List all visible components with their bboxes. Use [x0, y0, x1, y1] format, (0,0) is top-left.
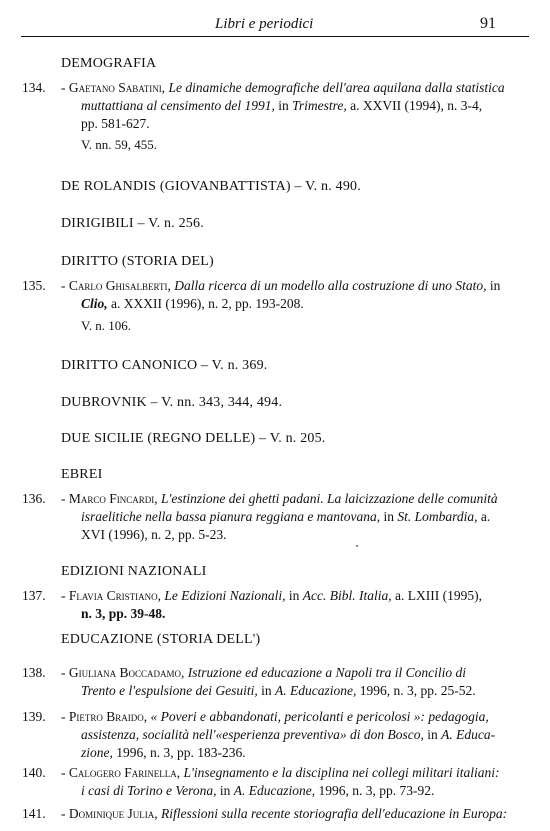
citation: a. LXIII (1995),	[391, 588, 482, 603]
title: L'estinzione dei ghetti padani. La laicizzazione delle comunità	[161, 491, 498, 506]
journal: Acc. Bibl. Italia,	[302, 588, 392, 603]
section-heading-de-rolandis: DE ROLANDIS (GIOVANBATTISTA) – V. n. 490.	[61, 179, 361, 194]
journal: A. Educa-	[441, 727, 496, 742]
citation: 1996, n. 3, pp. 183-236.	[112, 745, 246, 760]
in-word: in	[380, 509, 398, 524]
ink-speck	[356, 545, 358, 547]
section-heading-demografia: DEMOGRAFIA	[61, 56, 157, 71]
entry-line: n. 3, pp. 39-48.	[81, 606, 166, 621]
entry-number: 139.	[22, 709, 46, 724]
entry-line: - Calogero Farinella, L'insegnamento e la disciplina nei collegi militari italiani:	[61, 765, 500, 780]
entry-number: 135.	[22, 278, 46, 293]
in-word: in	[216, 783, 234, 798]
title: Le Edizioni Nazionali,	[164, 588, 286, 603]
title: i casi di Torino e Verona,	[81, 783, 217, 798]
entry-line	[81, 98, 482, 114]
title: muttattiana al censimento del 1991,	[81, 98, 275, 113]
title: israelitiche nella bassa pianura reggiana e mantovana,	[81, 509, 381, 524]
entry-line: - Pietro Braido, « Poveri e abbandonati, pericolanti e pericolosi »: pedagogia,	[61, 709, 489, 724]
section-heading-ebrei: EBREI	[61, 467, 103, 482]
journal: zione,	[81, 745, 113, 760]
section-heading-diritto: DIRITTO (STORIA DEL)	[61, 254, 214, 269]
author: Flavia Cristiano,	[68, 588, 161, 603]
citation: a. XXVII (1994), n. 3-4,	[346, 98, 483, 113]
entry-number: 138.	[22, 665, 46, 680]
citation: 1996, n. 3, pp. 25-52.	[356, 683, 476, 698]
in-word: in	[486, 278, 501, 293]
title: Riflessioni sulla recente storiografia dell'educazione in Europa:	[161, 806, 508, 821]
journal: Clio,	[81, 296, 108, 311]
title: « Poveri e abbandonati, pericolanti e pericolosi »: pedagogia,	[150, 709, 489, 724]
section-heading-edizioni: EDIZIONI NAZIONALI	[61, 564, 207, 579]
section-heading-dirigibili: DIRIGIBILI – V. n. 256.	[61, 216, 204, 231]
author: Giuliana Boccadamo,	[68, 665, 185, 680]
entry-line: XVI (1996), n. 2, pp. 5-23.	[81, 527, 227, 542]
entry-line: - Flavia Cristiano, Le Edizioni Nazionali, in Acc. Bibl. Italia, a. LXIII (1995),	[61, 588, 482, 603]
header-rule	[21, 36, 529, 37]
section-heading-educazione: EDUCAZIONE (STORIA DELL')	[61, 632, 261, 647]
title: Trento e l'espulsione dei Gesuiti,	[81, 683, 258, 698]
entry-line: - Giuliana Boccadamo, Istruzione ed educazione a Napoli tra il Concilio di	[61, 665, 466, 680]
author: Gaetano Sabatini,	[68, 80, 166, 95]
journal: Trimestre,	[292, 98, 347, 113]
entry-line	[81, 783, 434, 799]
author: Dominique Julia,	[68, 806, 158, 821]
entry-line	[81, 683, 476, 699]
section-heading-due-sicilie: DUE SICILIE (REGNO DELLE) – V. n. 205.	[61, 431, 326, 446]
journal: St. Lombardia,	[397, 509, 478, 524]
author: Pietro Braido,	[68, 709, 148, 724]
entry-line: - Gaetano Sabatini, Le dinamiche demografiche dell'area aquilana dalla statistica	[61, 80, 505, 95]
section-heading-dubrovnik: DUBROVNIK – V. nn. 343, 344, 494.	[61, 395, 283, 410]
citation: a.	[477, 509, 491, 524]
author: Carlo Ghisalberti,	[68, 278, 171, 293]
entry-number: 134.	[22, 80, 46, 95]
in-word: in	[257, 683, 276, 698]
entry-line	[81, 727, 495, 743]
entry-line: - Marco Fincardi, L'estinzione dei ghetti padani. La laicizzazione delle comunità	[61, 491, 498, 506]
author: Marco Fincardi,	[68, 491, 158, 506]
title: Le dinamiche demografiche dell'area aquilana dalla statistica	[168, 80, 505, 95]
entry-line	[81, 745, 246, 761]
entry-number: 137.	[22, 588, 46, 603]
title: L'insegnamento e la disciplina nei collegi militari italiani:	[183, 765, 500, 780]
in-word: in	[274, 98, 293, 113]
in-word: in	[423, 727, 442, 742]
title: Dalla ricerca di un modello alla costruzione di uno Stato,	[174, 278, 487, 293]
journal: A. Educazione,	[233, 783, 316, 798]
entry-line	[81, 509, 490, 525]
author: Calogero Farinella,	[68, 765, 181, 780]
page-number: 91	[480, 15, 496, 32]
section-heading-diritto-canonico: DIRITTO CANONICO – V. n. 369.	[61, 358, 268, 373]
entry-line: - Dominique Julia, Riflessioni sulla recente storiografia dell'educazione in Europa:	[61, 806, 508, 821]
title: Istruzione ed educazione a Napoli tra il Concilio di	[187, 665, 466, 680]
in-word: in	[285, 588, 303, 603]
title: assistenza, socialità nell'«esperienza preventiva» di don Bosco,	[81, 727, 424, 742]
citation: 1996, n. 3, pp. 73-92.	[315, 783, 435, 798]
entry-line: pp. 581-627.	[81, 116, 150, 131]
entry-number: 141.	[22, 806, 46, 821]
entry-number: 140.	[22, 765, 46, 780]
see-also: V. nn. 59, 455.	[81, 137, 157, 152]
entry-line: - Carlo Ghisalberti, Dalla ricerca di un modello alla costruzione di uno Stato, in	[61, 278, 501, 293]
running-header-title: Libri e periodici	[215, 16, 314, 32]
see-also: V. n. 106.	[81, 318, 131, 333]
journal: A. Educazione,	[275, 683, 357, 698]
citation: a. XXXII (1996), n. 2, pp. 193-208.	[107, 296, 304, 311]
entry-number: 136.	[22, 491, 46, 506]
entry-line	[81, 296, 304, 312]
